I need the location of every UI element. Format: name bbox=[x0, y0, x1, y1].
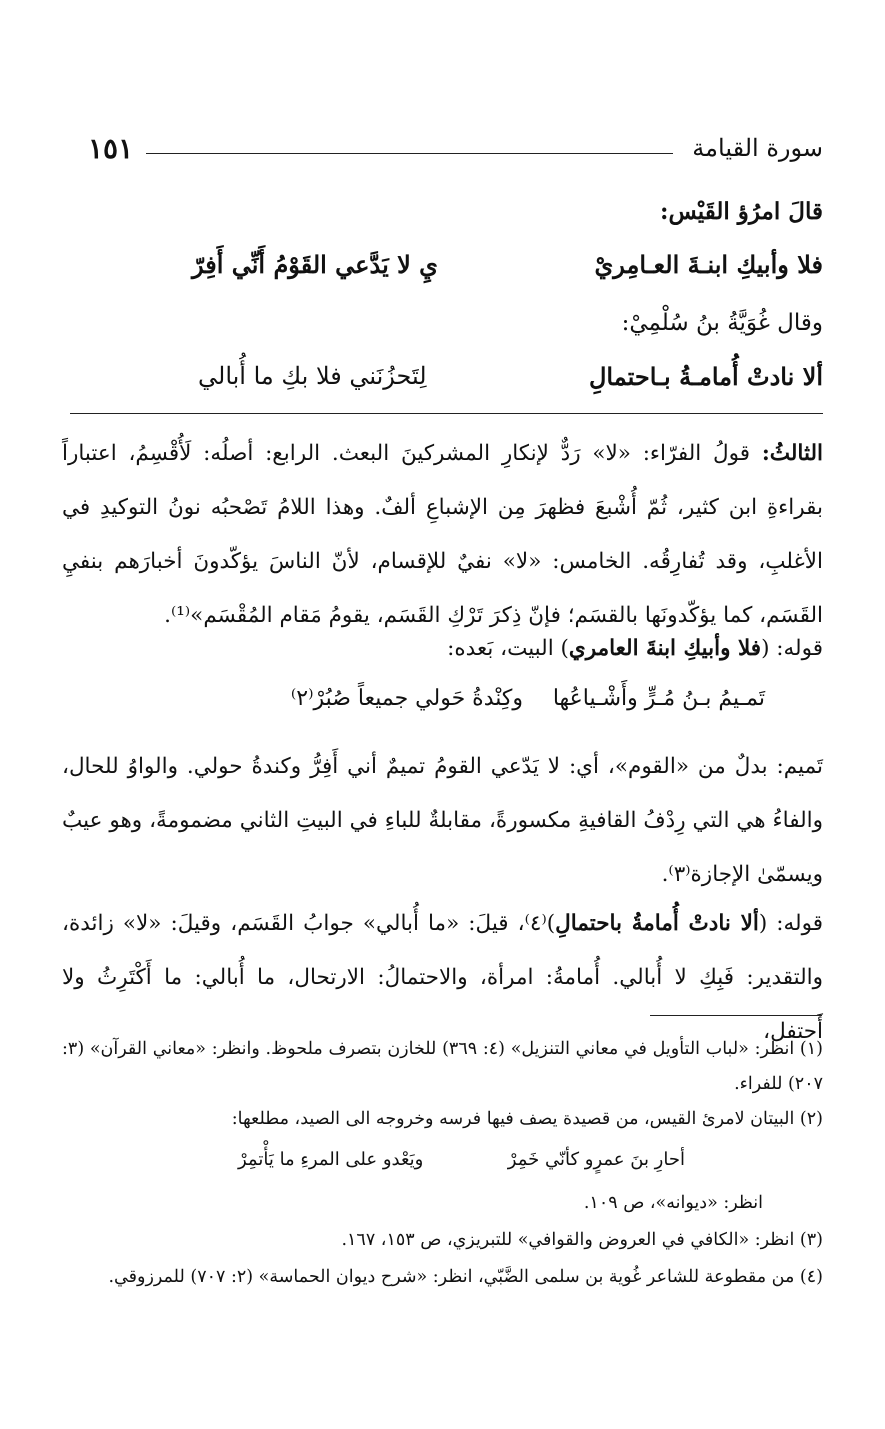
footnote-2-reference: انظر: «ديوانه»، ص ١٠٩. bbox=[583, 1193, 763, 1213]
footnote-4: (٤) من مقطوعة للشاعر غُوية بن سلمى الضَّبّي، انظر: «شرح ديوان الحماسة» (٢: ٧٠٧) للمرزوقي. bbox=[108, 1267, 823, 1287]
paragraph-text: )⁽٤⁾، قيلَ: «ما أُبالي» جوابُ القَسَم، وقيلَ: «لا» زائدة، والتقدير: فَبِكِ لا أُبالي. أُمامةُ: امرأة، والاحتمالُ: الارتحال، ما أُبالي: ما أَكْتَرِثُ ولا أَحتفل، bbox=[62, 911, 823, 1044]
footnote-2-verse-right: أحارِ بنَ عمرٍو كأنّي خَمِرْ bbox=[507, 1149, 685, 1170]
poem-intro-1: قالَ امرُؤ القَيْس: bbox=[659, 198, 823, 225]
surah-title: سورة القيامة bbox=[692, 134, 823, 162]
footnote-separator bbox=[650, 1015, 822, 1016]
commentary-paragraph-3 bbox=[62, 740, 823, 902]
verse-3-hemistich-left: تَمـيمُ بـنُ مُـرٍّ وأَشْـياعُها bbox=[552, 686, 765, 711]
section-separator bbox=[70, 413, 823, 414]
verse-3-hemistich-right: وكِنْدةُ حَولي جميعاً صُبُرْ⁽٢⁾ bbox=[290, 686, 523, 711]
quoted-verse: ألا نادتْ أُمامةُ باحتمالِ bbox=[555, 911, 759, 936]
header-rule bbox=[146, 153, 673, 154]
paragraph-text: تَميم: بدلٌ من «القوم»، أي: لا يَدّعي القومُ تميمٌ أني أَفِرُّ وكندةُ حولي. والواوُ للحال، والفاءُ هي التي رِدْفُ القافيةِ مكسورةً، مقابلةٌ للباءِ في البيتِ الثاني مضمومةً، وهو عيبٌ ويسمّىٰ الإجازة⁽٣⁾. bbox=[62, 754, 823, 887]
page-number: ١٥١ bbox=[88, 132, 134, 165]
commentary-paragraph-2 bbox=[62, 622, 823, 676]
page-header bbox=[88, 132, 823, 172]
quote-prefix: قوله: ( bbox=[758, 911, 823, 936]
quote-suffix: ) البيت، بَعده: bbox=[447, 636, 569, 661]
footnote-2-verse-left: ويَعْدو على المرءِ ما يَأْتمِرْ bbox=[238, 1149, 424, 1170]
poem-intro-2: وقال غُوَيَّةُ بنُ سُلْمِيْ: bbox=[621, 310, 823, 336]
paragraph-text: قولُ الفرّاء: «لا» رَدٌّ لإنكارِ المشركينَ البعث. الرابع: أصلُه: لَأُقْسِمُ، اعتباراً بقراءةِ ابن كثير، ثُمّ أُشْبعَ فظهرَ مِن الإشباعِ ألفٌ. وهذا اللامُ تَصْحبُه نونُ التوكيدِ في الأغلبِ، وقد تُفارِقُه. الخامس: «لا» نفيٌ للإقسام، لأنّ الناسَ يؤكّدونَ أخبارَهم بنفيِ القَسَم، كما يؤكّدونَها بالقسَم؛ فإنّ ذِكرَ تَرْكِ القَسَم، يقومُ مَقام المُقْسَم»⁽¹⁾. bbox=[62, 441, 823, 628]
paragraph-lead: الثالثُ: bbox=[761, 441, 823, 466]
footnote-1: (١) انظر: «لباب التأويل في معاني التنزيل» (٤: ٣٦٩) للخازن بتصرف ملحوظ. وانظر: «معاني القرآن» (٣: ٢٠٧) للفراء. bbox=[62, 1039, 823, 1094]
verse-2-hemistich-right: ألا نادتْ أُمامـةُ بـاحتمالِ bbox=[588, 362, 823, 391]
footnote-2: (٢) البيتان لامرئ القيس، من قصيدة يصف فيها فرسه وخروجه الى الصيد، مطلعها: bbox=[231, 1109, 823, 1129]
verse-1-hemistich-right: فلا وأبيكِ ابنـةَ العـامِريْ bbox=[594, 250, 823, 279]
quote-prefix: قوله: ( bbox=[761, 636, 823, 661]
verse-1-hemistich-left: يِ لا يَدَّعي القَوْمُ أَنِّي أَفِرّ bbox=[192, 250, 438, 279]
commentary-paragraph-1 bbox=[62, 427, 823, 643]
footnote-3: (٣) انظر: «الكافي في العروض والقوافي» للتبريزي، ص ١٥٣، ١٦٧. bbox=[341, 1230, 823, 1250]
quoted-verse: فلا وأبيكِ ابنةَ العامري bbox=[568, 636, 762, 661]
verse-2-hemistich-left: لِتَحزُنَني فلا بكِ ما أُبالي bbox=[198, 362, 427, 390]
